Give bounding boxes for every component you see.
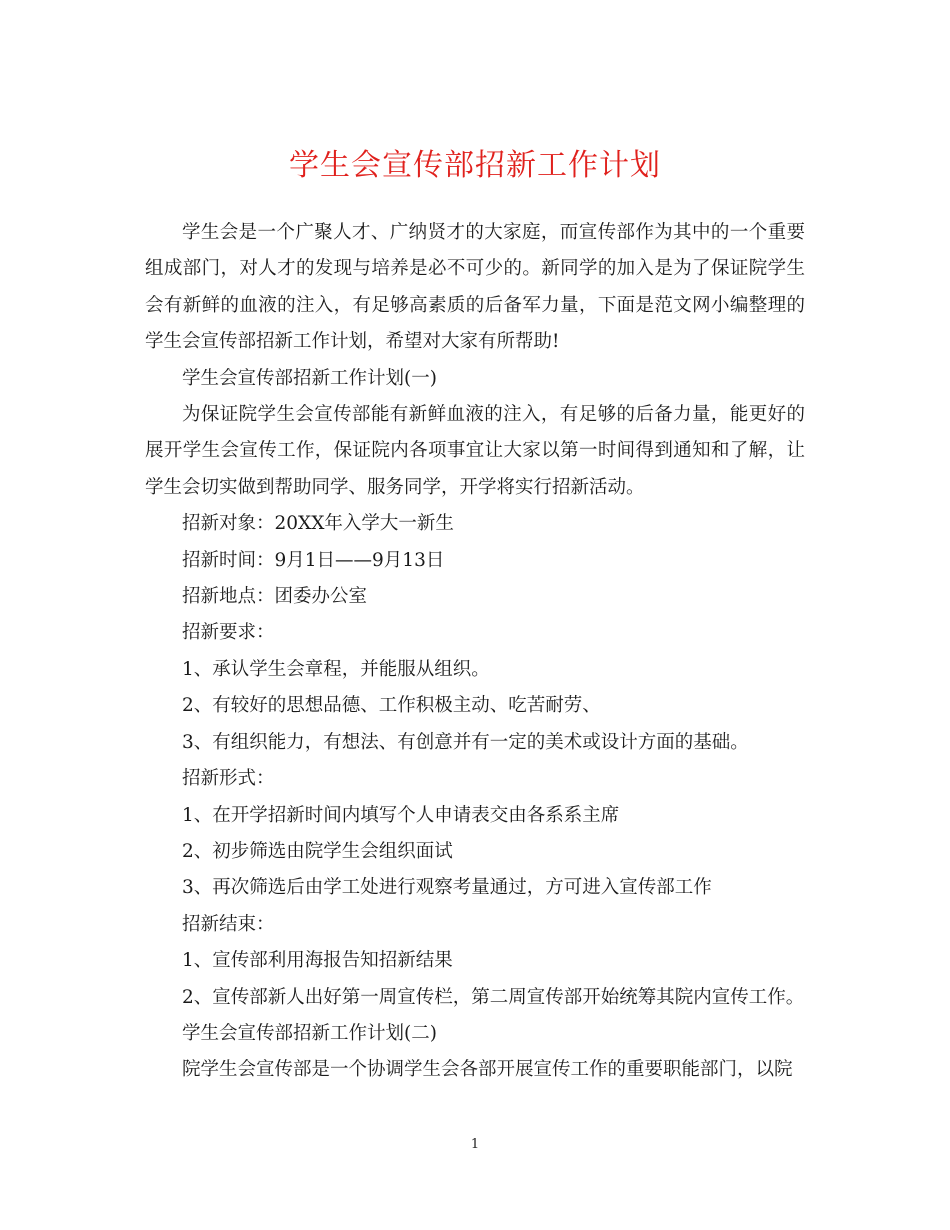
format-item: 1、在开学招新时间内填写个人申请表交由各系系主席 bbox=[182, 804, 620, 826]
page-number: 1 bbox=[470, 1137, 480, 1152]
requirement-item: 3、有组织能力，有想法、有创意并有一定的美术或设计方面的基础。 bbox=[182, 731, 749, 753]
document-body bbox=[145, 215, 805, 1089]
format-item: 3、再次筛选后由学工处进行观察考量通过，方可进入宣传部工作 bbox=[182, 877, 712, 899]
plan-2-paragraph: 院学生会宣传部是一个协调学生会各部开展宣传工作的重要职能部门，以院 bbox=[182, 1059, 793, 1081]
conclusion-item: 2、宣传部新人出好第一周宣传栏，第二周宣传部开始统筹其院内宣传工作。 bbox=[182, 986, 805, 1008]
requirement-item: 1、承认学生会章程，并能服从组织。 bbox=[182, 658, 490, 680]
section-heading-plan-2: 学生会宣传部招新工作计划(二) bbox=[182, 1022, 437, 1044]
recruit-time-line: 招新时间：9月1日——9月13日 bbox=[182, 549, 445, 571]
recruit-target-line: 招新对象：20XX年入学大一新生 bbox=[182, 513, 454, 535]
document-title: 学生会宣传部招新工作计划 bbox=[289, 148, 661, 183]
format-heading: 招新形式： bbox=[182, 768, 275, 790]
recruit-location-line: 招新地点：团委办公室 bbox=[182, 586, 368, 608]
plan-1-purpose-paragraph: 为保证院学生会宣传部能有新鲜血液的注入，有足够的后备力量，能更好的展开学生会宣传工作，保证院内各项事宜让大家以第一时间得到通知和了解，让学生会切实做到帮助同学、服务同学，开学将实行招新活动。 bbox=[145, 404, 805, 498]
intro-paragraph: 学生会是一个广聚人才、广纳贤才的大家庭，而宣传部作为其中的一个重要组成部门，对人才的发现与培养是必不可少的。新同学的加入是为了保证院学生会有新鲜的血液的注入，有足够高素质的后备军力量，下面是范文网小编整理的学生会宣传部招新工作计划，希望对大家有所帮助! bbox=[145, 222, 805, 353]
conclusion-item: 1、宣传部利用海报告知招新结果 bbox=[182, 950, 453, 972]
requirements-heading: 招新要求： bbox=[182, 622, 275, 644]
requirement-item: 2、有较好的思想品德、工作积极主动、吃苦耐劳、 bbox=[182, 695, 601, 717]
section-heading-plan-1: 学生会宣传部招新工作计划(一) bbox=[182, 367, 437, 389]
conclusion-heading: 招新结束： bbox=[182, 913, 275, 935]
format-item: 2、初步筛选由院学生会组织面试 bbox=[182, 840, 453, 862]
